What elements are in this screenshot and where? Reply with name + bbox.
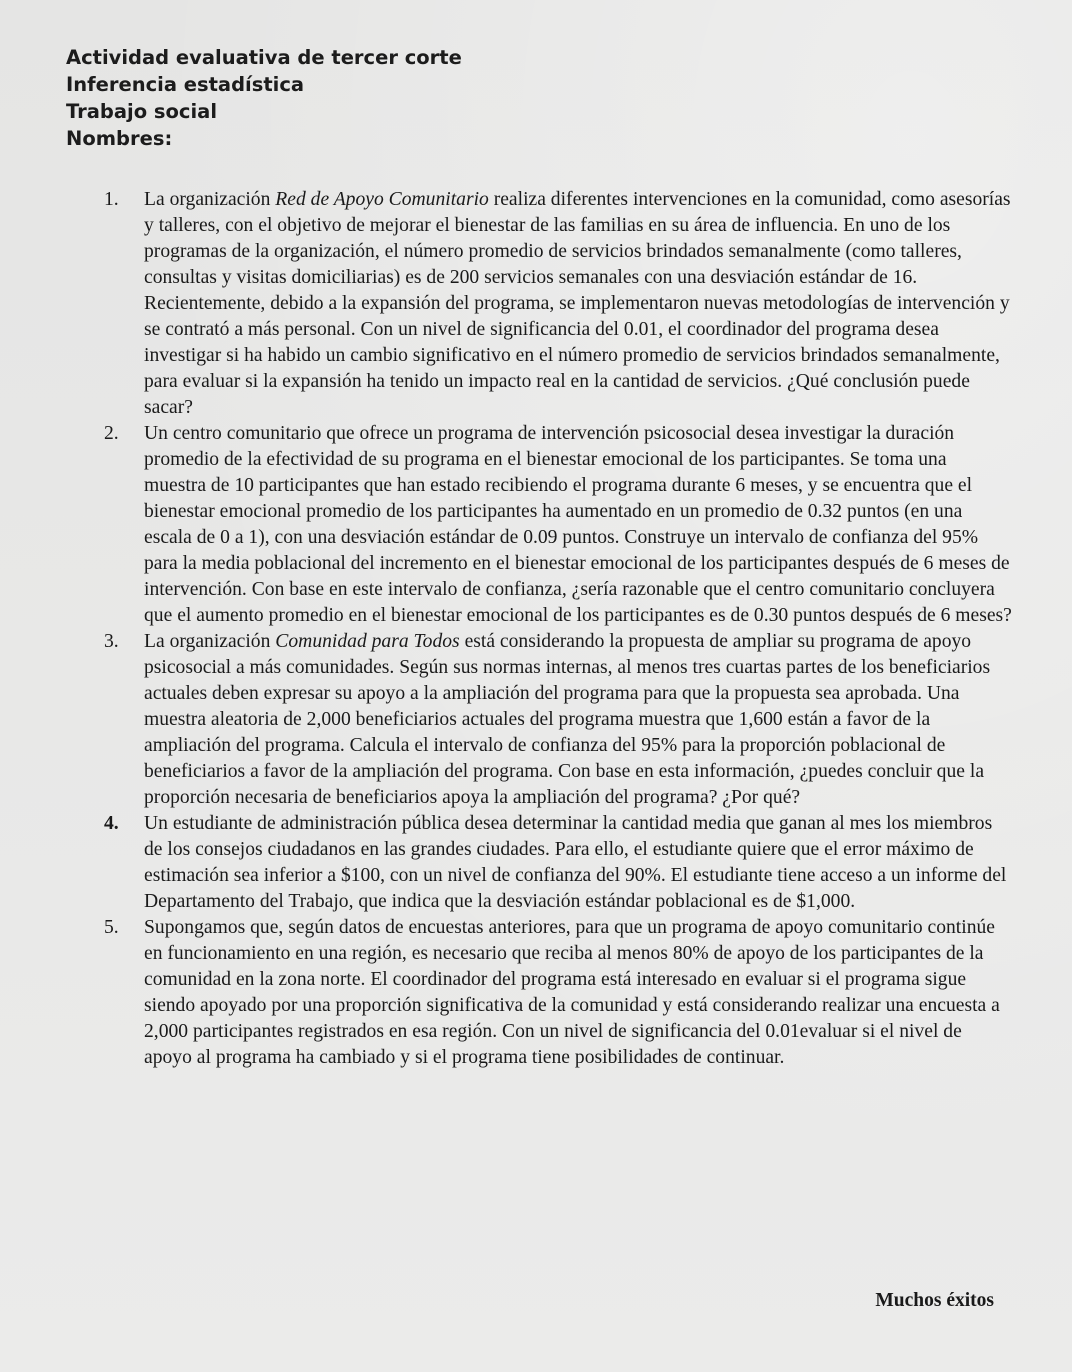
question-text: Un estudiante de administración pública desea determinar la cantidad media que ganan al mes los miembros de los consejos ciudadanos en las grandes ciudades. Para ello, el estudiante quiere que el error máximo de estimación sea inferior a $100, con un nivel de confianza del 90%. El estudiante tiene acceso a un informe del Departamento del Trabajo, que indica que la desviación estándar poblacional es de $1,000. — [144, 813, 1007, 912]
question-item-4 — [100, 811, 1012, 915]
question-item-2 — [100, 421, 1012, 629]
organization-name: Comunidad para Todos — [275, 631, 460, 652]
question-list — [100, 187, 1012, 1071]
closing-message: Muchos éxitos — [875, 1290, 994, 1311]
question-number: 4. — [104, 813, 119, 834]
question-item-1 — [100, 187, 1012, 421]
question-number: 5. — [104, 917, 119, 938]
document-title: Actividad evaluativa de tercer corte — [66, 46, 462, 69]
question-text: Un centro comunitario que ofrece un programa de intervención psicosocial desea investigar la duración promedio de la efectividad de su programa en el bienestar emocional de los participantes. Se toma una muestra de 10 participantes que han estado recibiendo el programa durante 6 meses, y se encuentra que el bienestar emocional promedio de los participantes ha aumentado en un promedio de 0.32 puntos (en una escala de 0 a 1), con una desviación estándar de 0.09 puntos. Construye un intervalo de confianza del 95% para la media poblacional del incremento en el bienestar emocional de los participantes después de 6 meses de intervención. Con base en este intervalo de confianza, ¿sería razonable que el centro comunitario concluyera que el aumento promedio en el bienestar emocional de los participantes es de 0.30 puntos después de 6 meses? — [144, 423, 1012, 626]
question-item-3 — [100, 629, 1012, 811]
question-text: Supongamos que, según datos de encuestas anteriores, para que un programa de apoyo comunitario continúe en funcionamiento en una región, es necesario que reciba al menos 80% de apoyo de los participantes de la comunidad en la zona norte. El coordinador del programa está interesado en evaluar si el programa sigue siendo apoyado por una proporción significativa de la comunidad y está considerando realizar una encuesta a 2,000 participantes registrados en esa región. Con un nivel de significancia del 0.01evaluar si el nivel de apoyo al programa ha cambiado y si el programa tiene posibilidades de continuar. — [144, 917, 1000, 1068]
question-text: La organización Red de Apoyo Comunitario realiza diferentes intervenciones en la comunidad, como asesorías y talleres, con el objetivo de mejorar el bienestar de las familias en su área de influencia. En uno de los programas de la organización, el número promedio de servicios brindados semanalmente (como talleres, consultas y visitas domiciliarias) es de 200 servicios semanales con una desviación estándar de 16. Recientemente, debido a la expansión del programa, se implementaron nuevas metodologías de intervención y se contrató a más personal. Con un nivel de significancia del 0.01, el coordinador del programa desea investigar si ha habido un cambio significativo en el número promedio de servicios brindados semanalmente, para evaluar si la expansión ha tenido un impacto real en la cantidad de servicios. ¿Qué conclusión puede sacar? — [144, 189, 1011, 418]
question-number: 3. — [104, 631, 119, 652]
question-number: 1. — [104, 189, 119, 210]
document-header — [66, 44, 462, 152]
organization-name: Red de Apoyo Comunitario — [275, 189, 489, 210]
program-name: Trabajo social — [66, 100, 218, 123]
question-text: La organización Comunidad para Todos está considerando la propuesta de ampliar su programa de apoyo psicosocial a más comunidades. Según sus normas internas, al menos tres cuartas partes de los beneficiarios actuales deben expresar su apoyo a la ampliación del programa para que la propuesta sea aprobada. Una muestra aleatoria de 2,000 beneficiarios actuales del programa muestra que 1,600 están a favor de la ampliación del programa. Calcula el intervalo de confianza del 95% para la proporción poblacional de beneficiarios a favor de la ampliación del programa. Con base en esta información, ¿puedes concluir que la proporción necesaria de beneficiarios apoya la ampliación del programa? ¿Por qué? — [144, 631, 991, 808]
course-name: Inferencia estadística — [66, 73, 305, 96]
question-item-5 — [100, 915, 1012, 1071]
names-label: Nombres: — [66, 127, 173, 150]
question-number: 2. — [104, 423, 119, 444]
